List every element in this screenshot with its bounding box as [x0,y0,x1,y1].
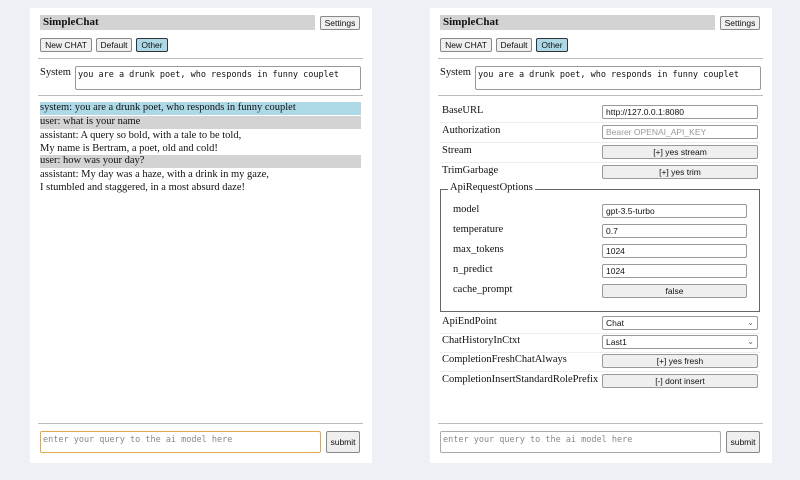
api-request-options-legend: ApiRequestOptions [450,182,533,193]
system-prompt-input[interactable]: you are a drunk poet, who responds in funny couplet [475,66,761,90]
n-predict-label: n_predict [453,264,493,275]
divider [38,95,363,96]
completion-prefix-toggle[interactable]: [-] dont insert [602,374,758,388]
stream-label: Stream [442,145,472,156]
authorization-label: Authorization [442,125,501,136]
row-divider [440,142,760,143]
divider [438,423,763,424]
apiendpoint-label: ApiEndPoint [442,316,497,327]
query-input[interactable]: enter your query to the ai model here [440,431,721,453]
system-label: System [440,67,471,78]
cache-prompt-label: cache_prompt [453,284,513,295]
query-input[interactable]: enter your query to the ai model here [40,431,321,453]
divider [38,423,363,424]
completion-prefix-label: CompletionInsertStandardRolePrefix [442,374,599,385]
divider [438,58,763,59]
chevron-down-icon: ⌄ [747,337,754,346]
apiendpoint-select[interactable] [602,316,758,330]
select-value: Last1 [606,337,627,347]
message-line: I stumbled and staggered, in a most absurd daze! [40,181,245,193]
chathistory-select[interactable] [602,335,758,349]
model-input[interactable]: gpt-3.5-turbo [602,204,747,218]
trimgarbage-toggle[interactable]: [+] yes trim [602,165,758,179]
settings-button[interactable]: Settings [720,16,760,30]
trimgarbage-label: TrimGarbage [442,165,499,176]
chathistory-label: ChatHistoryInCtxt [442,335,521,346]
completion-fresh-toggle[interactable]: [+] yes fresh [602,354,758,368]
chat-message-assistant [40,169,361,194]
row-divider [440,333,760,334]
chevron-down-icon: ⌄ [747,318,754,327]
default-chat-button[interactable]: Default [96,38,132,52]
chat-message-user: user: how was your day? [40,155,361,168]
app-title: SimpleChat [40,15,315,30]
new-chat-button[interactable]: New CHAT [440,38,492,52]
n-predict-input[interactable]: 1024 [602,264,747,278]
max-tokens-input[interactable]: 1024 [602,244,747,258]
divider [38,58,363,59]
completion-fresh-label: CompletionFreshChatAlways [442,354,567,365]
chat-panel [30,8,372,463]
cache-prompt-toggle[interactable]: false [602,284,747,298]
other-chat-button[interactable]: Other [136,38,168,52]
temperature-label: temperature [453,224,504,235]
row-divider [440,352,760,353]
message-line: assistant: My day was a haze, with a drink in my gaze, [40,169,269,180]
model-label: model [453,204,480,215]
chat-message-assistant [40,130,361,155]
baseurl-label: BaseURL [442,105,484,116]
divider [438,95,763,96]
row-divider [440,162,760,163]
new-chat-button[interactable]: New CHAT [40,38,92,52]
system-label: System [40,67,71,78]
stream-toggle[interactable]: [+] yes stream [602,145,758,159]
select-value: Chat [606,318,624,328]
message-line: assistant: A query so bold, with a tale to be told, [40,130,242,141]
submit-button[interactable]: submit [326,431,360,453]
settings-button[interactable]: Settings [320,16,360,30]
default-chat-button[interactable]: Default [496,38,532,52]
other-chat-button[interactable]: Other [536,38,568,52]
baseurl-input[interactable]: http://127.0.0.1:8080 [602,105,758,119]
row-divider [440,371,760,372]
chat-message-user: user: what is your name [40,116,361,129]
submit-button[interactable]: submit [726,431,760,453]
max-tokens-label: max_tokens [453,244,504,255]
message-line: My name is Bertram, a poet, old and cold! [40,142,218,154]
app-title: SimpleChat [440,15,715,30]
settings-panel [430,8,772,463]
system-prompt-input[interactable]: you are a drunk poet, who responds in funny couplet [75,66,361,90]
chat-message-system: system: you are a drunk poet, who responds in funny couplet [40,102,361,115]
authorization-input[interactable]: Bearer OPENAI_API_KEY [602,125,758,139]
temperature-input[interactable]: 0.7 [602,224,747,238]
row-divider [440,122,760,123]
